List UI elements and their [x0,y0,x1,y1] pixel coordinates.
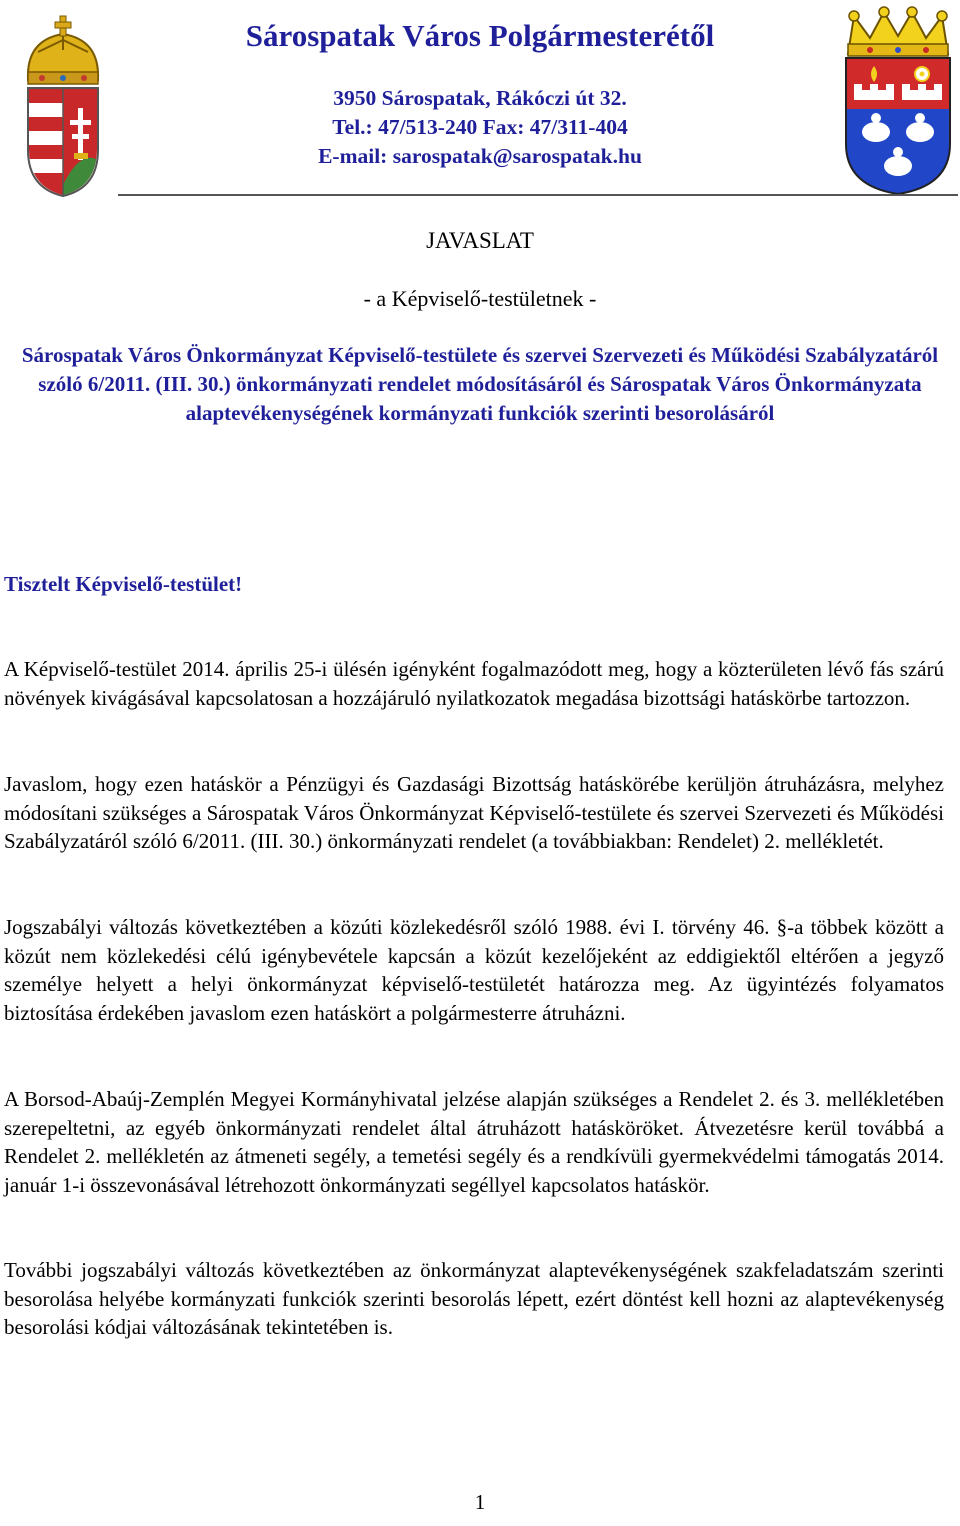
document-subject: Sárospatak Város Önkormányzat Képviselő-testülete és szervei Szervezeti és Működési Szabályzatáról szóló 6/2011. (III. 30.) önkormányzati rendelet módosításáról és Sárospatak Város Önkormányzata alaptevékenységének kormányzati funkciók szerinti besorolásáról [21,343,939,425]
salutation: Tisztelt Képviselő-testület! [4,572,243,596]
document-addressee: - a Képviselő-testületnek - [363,286,597,311]
body-paragraph-1: A Képviselő-testület 2014. április 25-i ülésén igényként fogalmazódott meg, hogy a közterületen lévő fás szárú növények kivágásával kapcsolatosan a hozzájáruló nyilatkozatok megadása bizottsági hatáskörbe tartozzon. [4,657,944,710]
body-paragraph-3: Jogszabályi változás következtében a közúti közlekedésről szóló 1988. évi I. törvény 46. §-a többek között a közút nem közlekedési célú igénybevétele kapcsán a közút kezelőjeként az eddigiektől eltérően a jegyző személye helyett a helyi önkormányzat képviselő-testületét határozza meg. Az ügyintézés folyamatos biztosítása érdekében javaslom ezen hatáskört a polgármesterre átruházni. [4,915,944,1025]
header-divider [118,194,958,196]
letterhead-title: Sárospatak Város Polgármesterétől [245,18,715,53]
document-type: JAVASLAT [426,228,534,253]
page-number: 1 [474,1490,486,1514]
letterhead-email: E-mail: sarospatak@sarospatak.hu [318,144,642,168]
body-paragraph-5: További jogszabályi változás következtében az önkormányzat alaptevékenységének szakfeladatszám szerinti besorolása helyébe kormányzati funkciók szerinti besorolás lépett, ezért döntést kell hozni az alaptevékenység besorolási kódjai változásának tekintetében is. [4,1258,944,1339]
body-paragraph-2: Javaslom, hogy ezen hatáskör a Pénzügyi és Gazdasági Bizottság hatáskörébe kerüljön átruházásra, melyhez módosítani szükséges a Sárospatak Város Önkormányzat Képviselő-testülete és szervei Szervezeti és Működési Szabályzatáról szóló 6/2011. (III. 30.) önkormányzati rendelet (a továbbiakban: Rendelet) 2. mellékletét. [4,772,944,853]
letterhead-address: 3950 Sárospatak, Rákóczi út 32. [333,86,627,110]
body-paragraph-4: A Borsod-Abaúj-Zemplén Megyei Kormányhivatal jelzése alapján szükséges a Rendelet 2. és 3. mellékletében szerepeltetni, az egyéb önkormányzati rendelet által átruházott hatásköröket. Átvezetésre kerül továbbá a Rendelet 2. mellékletén az átmeneti segély, a temetési segély és a rendkívüli gyermekvédelmi támogatás 2014. január 1-i összevonásával létrehozott önkormányzati segéllyel kapcsolatos hatáskör. [4,1087,944,1197]
letterhead-phone-fax: Tel.: 47/513-240 Fax: 47/311-404 [332,115,628,139]
